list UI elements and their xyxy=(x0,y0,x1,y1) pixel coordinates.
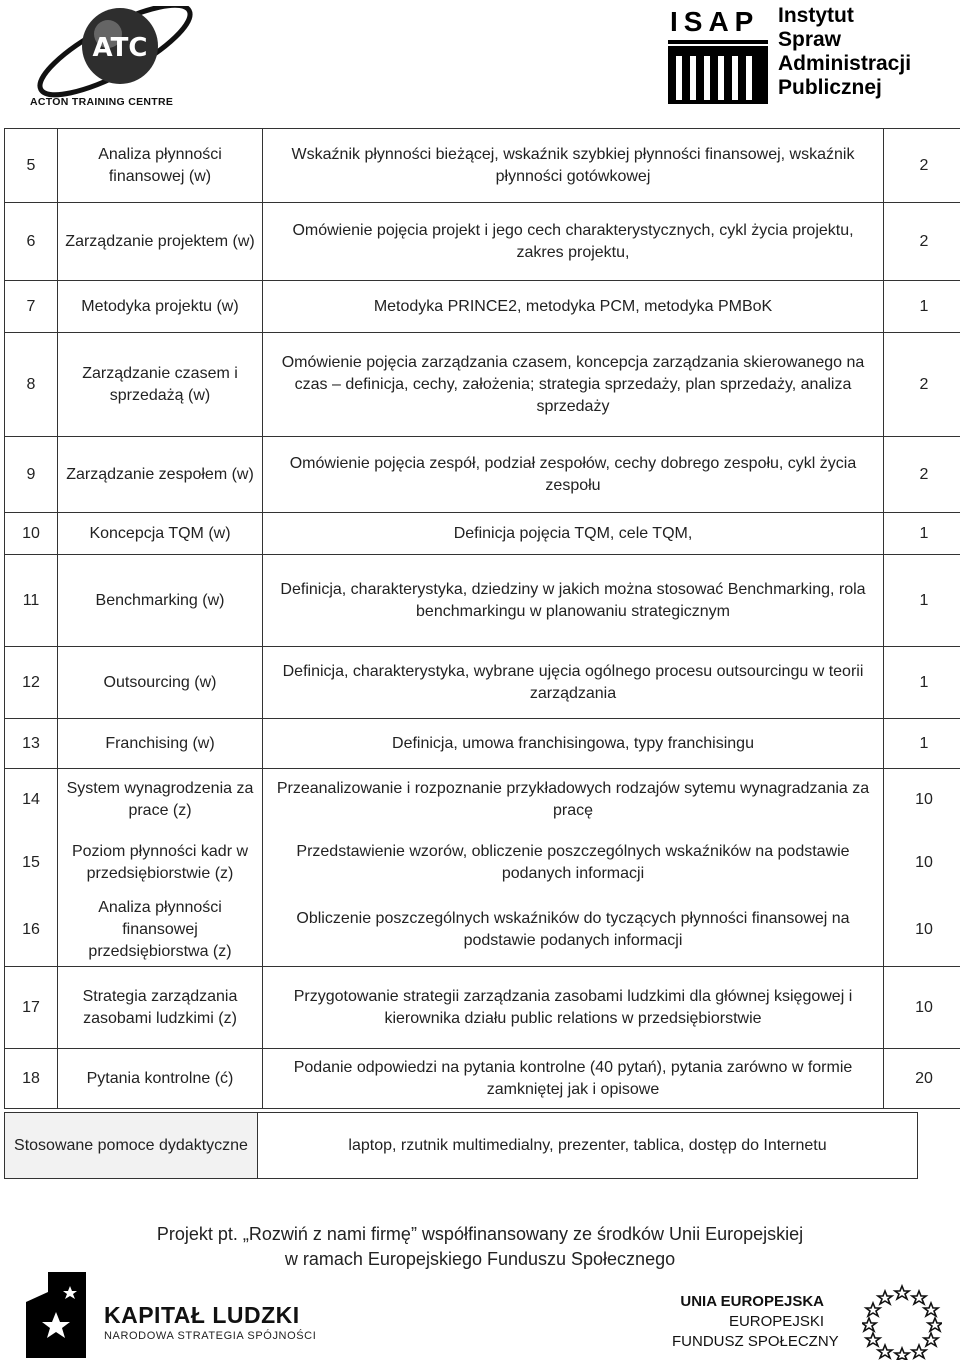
row-topic: Franchising (w) xyxy=(58,719,263,769)
row-topic: Analiza płynności finansowej (w) xyxy=(58,129,263,203)
table-row xyxy=(5,647,960,719)
row-hours: 10 xyxy=(884,895,960,967)
row-topic: Analiza płynności finansowej przedsiębiorstwa (z) xyxy=(58,895,263,967)
row-number: 7 xyxy=(5,281,58,333)
row-number: 5 xyxy=(5,129,58,203)
row-description: Przeanalizowanie i rozpoznanie przykładowych rodzajów sytemu wynagradzania za pracę xyxy=(263,769,884,831)
table-row xyxy=(5,895,960,967)
kapital-ludzki-title: KAPITAŁ LUDZKI xyxy=(104,1302,300,1328)
row-number: 10 xyxy=(5,513,58,555)
row-hours: 2 xyxy=(884,203,960,281)
row-number: 13 xyxy=(5,719,58,769)
row-topic: Strategia zarządzania zasobami ludzkimi (z) xyxy=(58,967,263,1049)
row-description: Definicja pojęcia TQM, cele TQM, xyxy=(263,513,884,555)
table-row xyxy=(5,129,960,203)
program-table xyxy=(4,128,960,1109)
row-number: 14 xyxy=(5,769,58,831)
isap-name-line: Spraw xyxy=(778,28,842,51)
row-hours: 10 xyxy=(884,831,960,895)
isap-institute-name xyxy=(778,4,911,100)
eu-line: UNIA EUROPEJSKA xyxy=(680,1293,824,1310)
svg-text:ATC: ATC xyxy=(92,33,148,63)
row-topic: Benchmarking (w) xyxy=(58,555,263,647)
row-hours: 1 xyxy=(884,281,960,333)
row-topic: Koncepcja TQM (w) xyxy=(58,513,263,555)
isap-name-line: Publicznej xyxy=(778,76,882,99)
row-description: Definicja, umowa franchisingowa, typy franchisingu xyxy=(263,719,884,769)
table-row xyxy=(5,555,960,647)
row-number: 18 xyxy=(5,1049,58,1109)
row-number: 9 xyxy=(5,437,58,513)
row-number: 15 xyxy=(5,831,58,895)
project-line: w ramach Europejskiego Funduszu Społecznego xyxy=(284,1249,676,1269)
row-number: 16 xyxy=(5,895,58,967)
teaching-aids-label: Stosowane pomoce dydaktyczne xyxy=(5,1113,258,1179)
table-row xyxy=(5,513,960,555)
row-topic: Outsourcing (w) xyxy=(58,647,263,719)
row-hours: 1 xyxy=(884,555,960,647)
kapital-ludzki-subtitle: NARODOWA STRATEGIA SPÓJNOŚCI xyxy=(104,1330,317,1342)
row-description: Metodyka PRINCE2, metodyka PCM, metodyka PMBoK xyxy=(263,281,884,333)
eu-stars-icon xyxy=(862,1280,942,1360)
row-description: Definicja, charakterystyka, wybrane ujęcia ogólnego procesu outsourcingu w teorii zarządzania xyxy=(263,647,884,719)
table-row xyxy=(5,333,960,437)
eu-line: FUNDUSZ SPOŁECZNY xyxy=(672,1333,839,1350)
row-hours: 1 xyxy=(884,719,960,769)
teaching-aids-value: laptop, rzutnik multimedialny, prezenter, tablica, dostęp do Internetu xyxy=(258,1113,918,1179)
row-hours: 20 xyxy=(884,1049,960,1109)
kapital-ludzki-logo xyxy=(26,1272,86,1358)
table-row xyxy=(5,719,960,769)
row-description: Wskaźnik płynności bieżącej, wskaźnik szybkiej płynności finansowej, wskaźnik płynności gotówkowej xyxy=(263,129,884,203)
row-number: 12 xyxy=(5,647,58,719)
project-line: Projekt pt. „Rozwiń z nami firmę” współfinansowany ze środków Unii Europejskiej xyxy=(156,1224,804,1244)
row-topic: Pytania kontrolne (ć) xyxy=(58,1049,263,1109)
row-description: Obliczenie poszczególnych wskaźników do tyczących płynności finansowej na podstawie podanych informacji xyxy=(263,895,884,967)
row-number: 8 xyxy=(5,333,58,437)
row-hours: 10 xyxy=(884,769,960,831)
row-description: Omówienie pojęcia zarządzania czasem, koncepcja zarządzania skierowanego na czas – definicja, cechy, założenia; strategia sprzedaży, plan sprzedaży, analiza sprzedaży xyxy=(263,333,884,437)
row-number: 6 xyxy=(5,203,58,281)
table-row xyxy=(5,281,960,333)
row-topic: Poziom płynności kadr w przedsiębiorstwie (z) xyxy=(58,831,263,895)
eu-line: EUROPEJSKI xyxy=(728,1313,824,1330)
table-row xyxy=(5,1049,960,1109)
row-description: Omówienie pojęcia zespół, podział zespołów, cechy dobrego zespołu, cykl życia zespołu xyxy=(263,437,884,513)
row-description: Przedstawienie wzorów, obliczenie poszczególnych wskaźników na podstawie podanych informacji xyxy=(263,831,884,895)
row-description: Definicja, charakterystyka, dziedziny w jakich można stosować Benchmarking, rola benchmarkingu w planowaniu strategicznym xyxy=(263,555,884,647)
row-description: Podanie odpowiedzi na pytania kontrolne (40 pytań), pytania zarówno w formie zamkniętej jak i opisowe xyxy=(263,1049,884,1109)
row-hours: 2 xyxy=(884,333,960,437)
row-hours: 1 xyxy=(884,513,960,555)
row-hours: 1 xyxy=(884,647,960,719)
table-row xyxy=(5,967,960,1049)
row-hours: 2 xyxy=(884,437,960,513)
project-statement xyxy=(0,1222,960,1272)
isap-name-line: Instytut xyxy=(778,4,854,27)
table-row xyxy=(5,203,960,281)
row-description: Przygotowanie strategii zarządzania zasobami ludzkimi dla głównej księgowej i kierownika działu public relations w przedsiębiorstwie xyxy=(263,967,884,1049)
row-description: Omówienie pojęcia projekt i jego cech charakterystycznych, cykl życia projektu, zakres projektu, xyxy=(263,203,884,281)
teaching-aids-table xyxy=(4,1112,918,1179)
row-topic: Zarządzanie czasem i sprzedażą (w) xyxy=(58,333,263,437)
isap-name-line: Administracji xyxy=(778,52,912,75)
row-number: 11 xyxy=(5,555,58,647)
row-number: 17 xyxy=(5,967,58,1049)
table-row xyxy=(5,831,960,895)
table-row xyxy=(5,769,960,831)
teaching-aids-row xyxy=(5,1113,918,1179)
eu-fund-label xyxy=(672,1292,839,1352)
isap-acronym: ISAP xyxy=(670,6,760,37)
table-row xyxy=(5,437,960,513)
row-topic: Zarządzanie zespołem (w) xyxy=(58,437,263,513)
row-hours: 2 xyxy=(884,129,960,203)
row-topic: Metodyka projektu (w) xyxy=(58,281,263,333)
atc-subtitle: ACTON TRAINING CENTRE xyxy=(30,96,174,108)
row-topic: Zarządzanie projektem (w) xyxy=(58,203,263,281)
row-topic: System wynagrodzenia za prace (z) xyxy=(58,769,263,831)
row-hours: 10 xyxy=(884,967,960,1049)
